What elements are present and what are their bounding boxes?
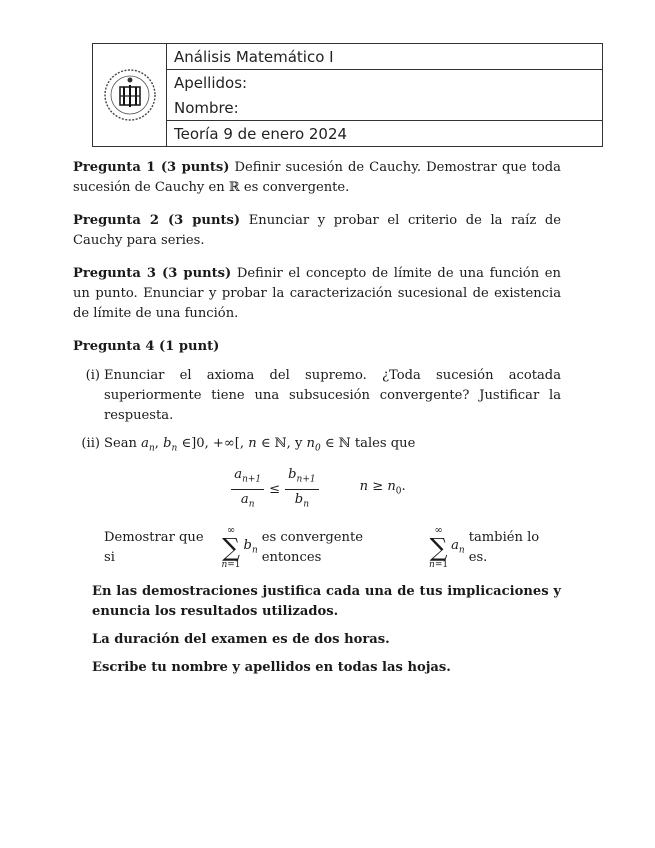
question-2-heading: Pregunta 2 (3 punts) bbox=[73, 213, 241, 228]
question-4-part-ii bbox=[73, 434, 561, 459]
part-i-label: (i) bbox=[85, 368, 100, 383]
surname-field-label: Apellidos: bbox=[174, 73, 248, 92]
question-4-heading: Pregunta 4 (1 punt) bbox=[73, 339, 220, 354]
part-ii-label: (ii) bbox=[81, 436, 100, 451]
university-seal bbox=[93, 44, 167, 146]
course-title: Análisis Matemático I bbox=[167, 44, 602, 70]
question-2-text: Enunciar y probar el criterio de la raíz de Cauchy para series. bbox=[73, 213, 561, 248]
question-1-text: Definir sucesión de Cauchy. Demostrar que toda sucesión de Cauchy en ℝ es convergente. bbox=[73, 160, 561, 195]
question-1-heading: Pregunta 1 (3 punts) bbox=[73, 160, 230, 175]
question-4-part-i bbox=[73, 366, 561, 426]
part-ii-text-c: ∈ ℕ, y bbox=[260, 436, 303, 451]
sum-b: ∞ ∑ n=1 bbox=[221, 524, 241, 570]
instruction-justify: En las demostraciones justifica cada una de tus implicaciones y enuncia los resultados utilizados. bbox=[92, 583, 561, 619]
part-ii-text: Sean $a_n$, $b_n$ ∈]0, +∞[, n ∈ ℕ, y $n_0$ ∈ ℕ tales que bbox=[104, 436, 416, 454]
part-ii-text-a: Sean bbox=[104, 436, 137, 451]
exam-date: Teoría 9 de enero 2024 bbox=[174, 124, 348, 143]
question-3-heading: Pregunta 3 (3 punts) bbox=[73, 266, 232, 281]
question-1 bbox=[73, 158, 561, 198]
exam-header bbox=[92, 43, 603, 147]
question-3-text: Definir el concepto de límite de una función en un punto. Enunciar y probar la caracterización sucesional de existencia de límite de una función. bbox=[73, 266, 561, 321]
name-field-label: Nombre: bbox=[167, 95, 602, 121]
part-i-text: Enunciar el axioma del supremo. ¿Toda sucesión acotada superiormente tiene una subsucesión convergente? Justificar la respuesta. bbox=[104, 368, 561, 423]
series-text-c: también lo es. bbox=[468, 529, 540, 565]
part-ii-text-d: ∈ ℕ tales que bbox=[324, 436, 416, 451]
seal-icon bbox=[102, 67, 158, 123]
series-statement: Demostrar que si ∞ ∑ n=1 $b_n$ es convergente entonces ∞ ∑ n=1 $a_n$ también lo es. bbox=[73, 525, 561, 571]
fraction-a: $\frac{a_{n+1}}{a_n}$ bbox=[231, 465, 264, 515]
fraction-b: $\frac{b_{n+1}}{b_n}$ bbox=[285, 465, 318, 515]
question-2 bbox=[73, 211, 561, 251]
ratio-inequality: $\frac{a_{n+1}}{a_n}$ ≤ $\frac{b_{n+1}}{b_n}$ $n \ge n_0$. bbox=[73, 465, 561, 515]
question-3 bbox=[73, 264, 561, 324]
instruction-name: Escribe tu nombre y apellidos en todas las hojas. bbox=[92, 659, 451, 675]
sum-a: ∞ ∑ n=1 bbox=[429, 524, 449, 570]
exam-body bbox=[73, 158, 561, 686]
series-text-b: es convergente entonces bbox=[261, 529, 363, 565]
part-ii-text-b: ∈]0, +∞[, bbox=[181, 436, 245, 451]
series-text-a: Demostrar que si bbox=[104, 529, 204, 565]
instructions bbox=[73, 582, 561, 678]
instruction-duration: La duración del examen es de dos horas. bbox=[92, 631, 390, 647]
